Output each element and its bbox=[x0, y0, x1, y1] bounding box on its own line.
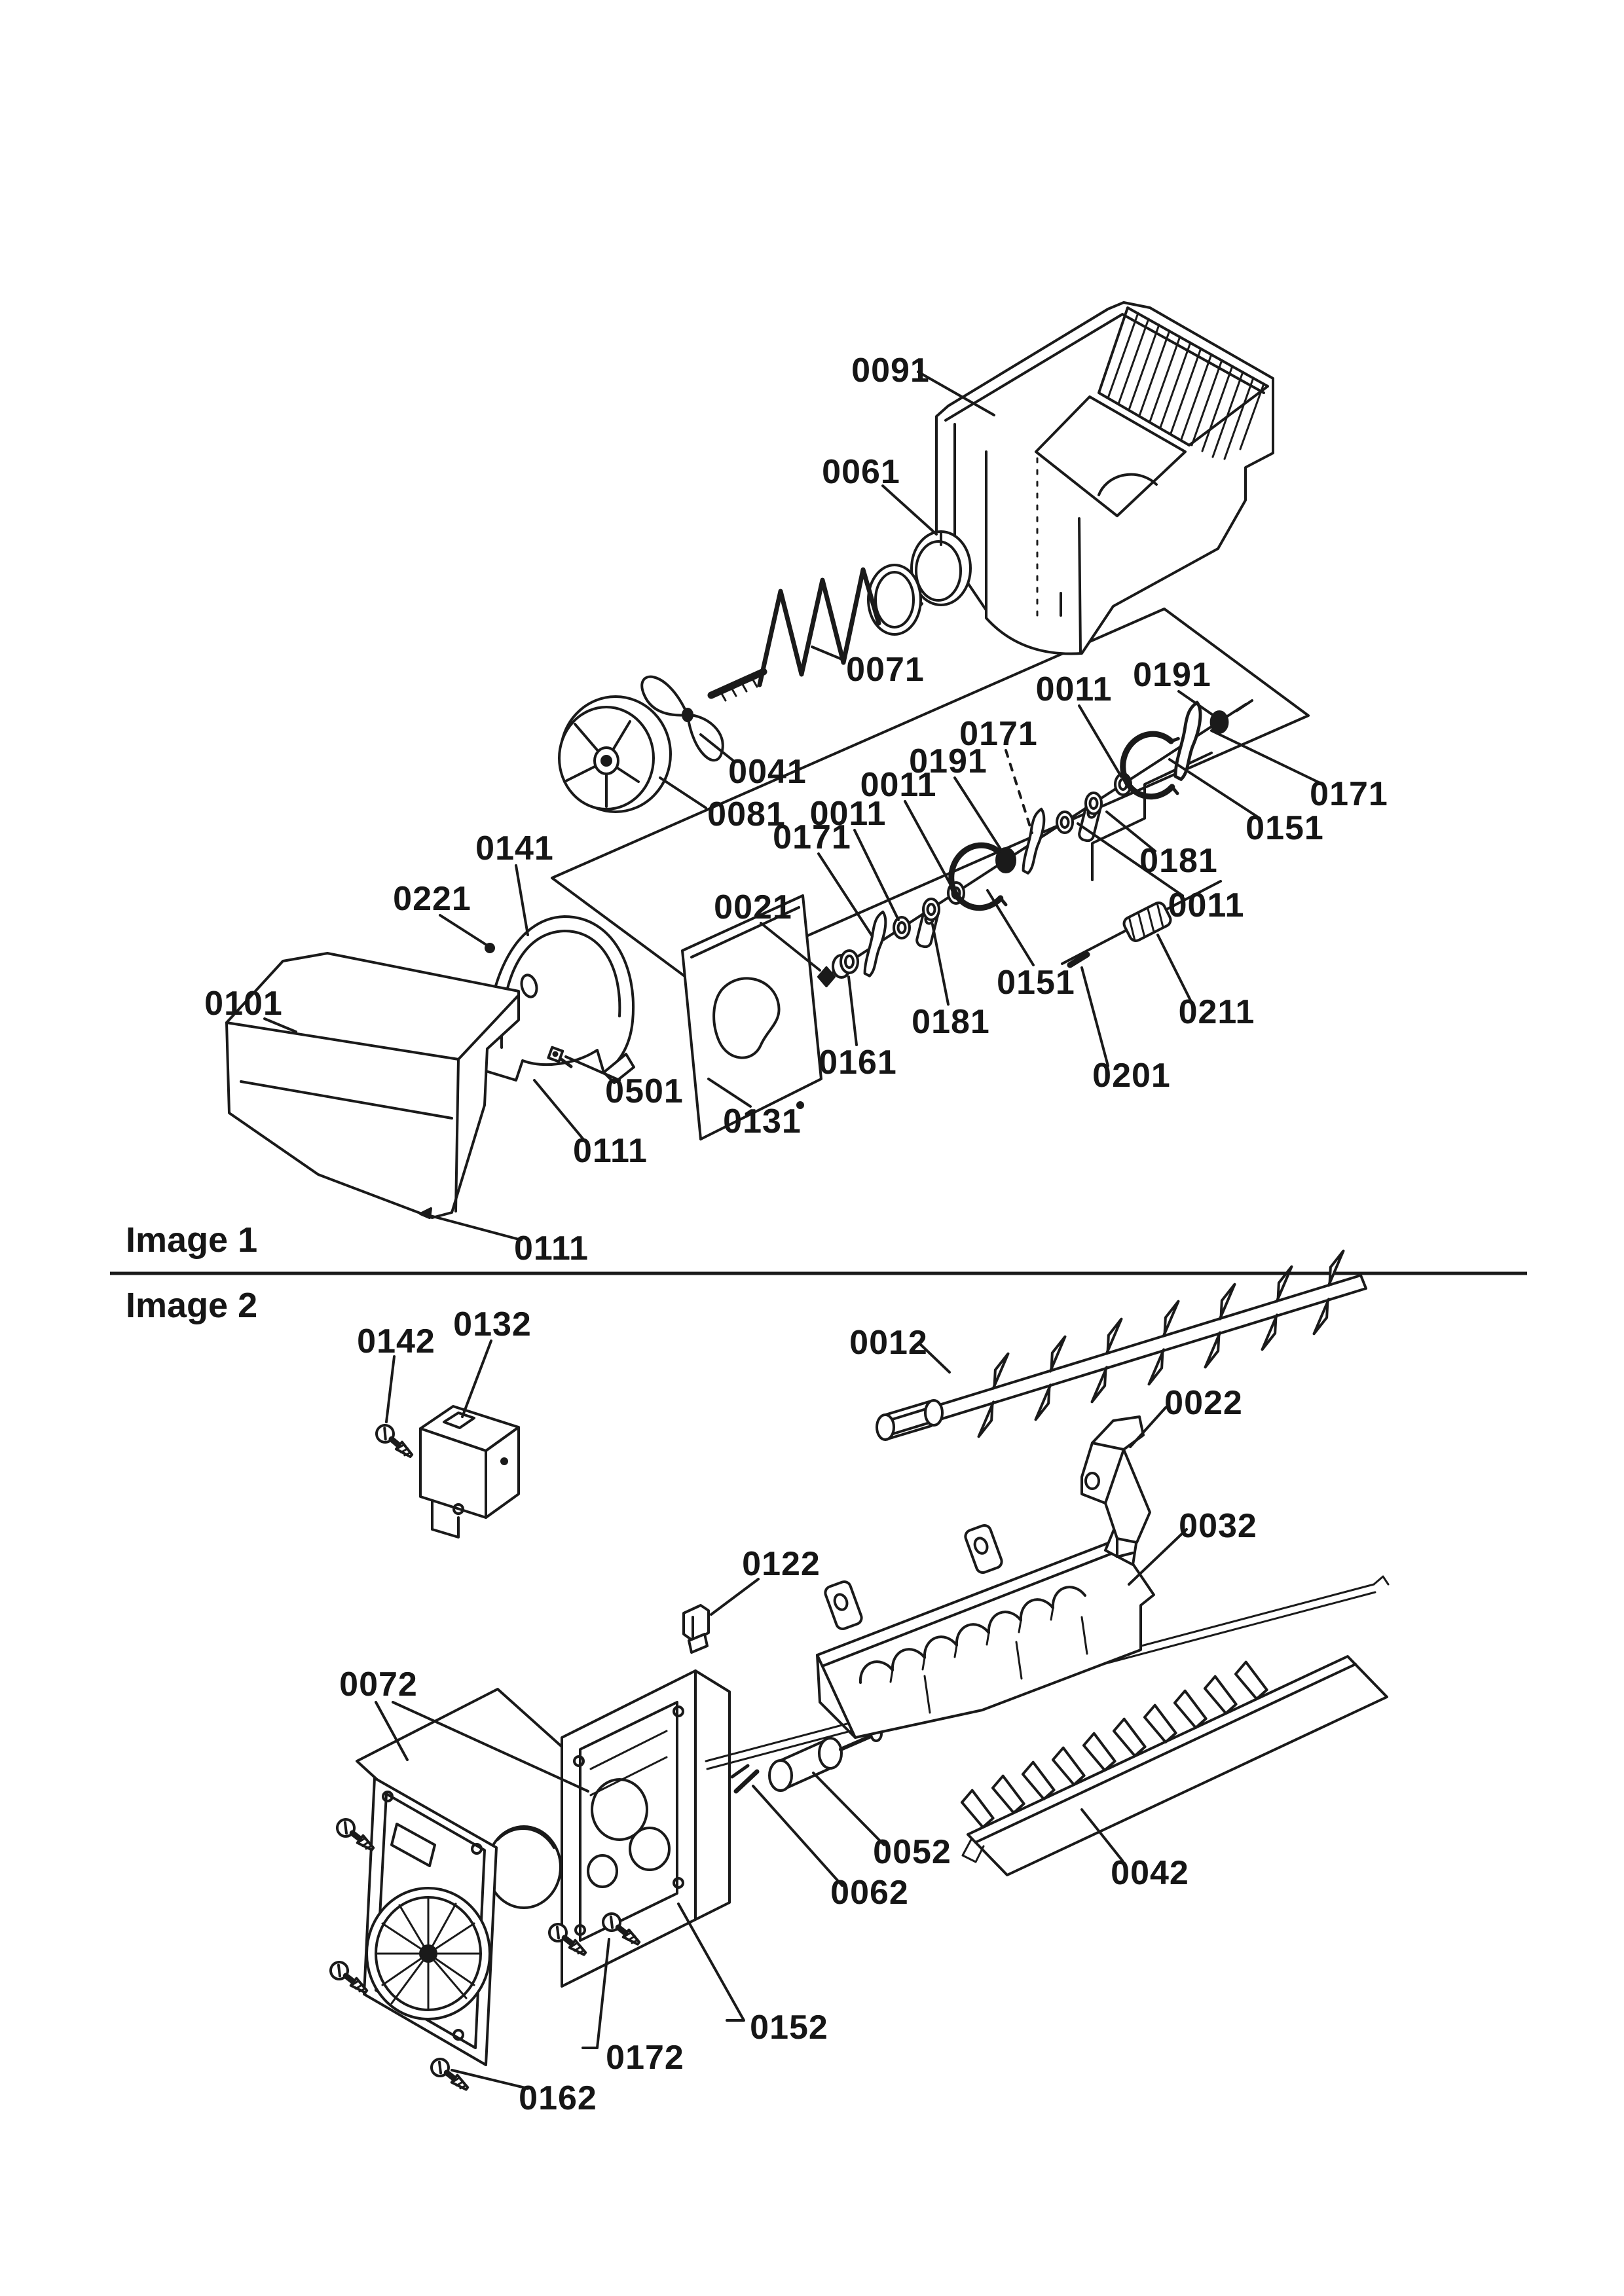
leader-0061 bbox=[883, 486, 936, 534]
part-label-0101: 0101 bbox=[204, 985, 283, 1023]
part-label-0081: 0081 bbox=[707, 795, 786, 833]
part-label-0062: 0062 bbox=[830, 1874, 909, 1912]
mounting-bracket-drawing bbox=[420, 1406, 519, 1537]
part-label-0211: 0211 bbox=[1178, 993, 1255, 1031]
leader-0011-c bbox=[905, 801, 951, 885]
motor-can-drawing bbox=[487, 1827, 561, 1908]
crusher-auger-drawing bbox=[877, 1251, 1366, 1440]
wire-clip-drawing bbox=[684, 1605, 709, 1652]
part-label-0132: 0132 bbox=[453, 1305, 532, 1343]
part-label-0141: 0141 bbox=[475, 829, 554, 867]
leader-0201 bbox=[1082, 968, 1108, 1066]
part-label-0151-b: 0151 bbox=[997, 964, 1075, 1002]
part-label-0122: 0122 bbox=[742, 1545, 821, 1583]
part-label-0012: 0012 bbox=[849, 1324, 928, 1362]
part-label-0201: 0201 bbox=[1092, 1057, 1171, 1095]
part-label-0052: 0052 bbox=[873, 1833, 951, 1871]
part-label-0151-a: 0151 bbox=[1246, 809, 1324, 847]
leader-0152 bbox=[678, 1904, 744, 2020]
part-label-0111-b: 0111 bbox=[514, 1230, 589, 1267]
leader-0181-b bbox=[932, 924, 948, 1004]
agitator-shaft-drawing bbox=[711, 672, 764, 701]
part-label-0111-a: 0111 bbox=[573, 1132, 648, 1170]
part-label-0142: 0142 bbox=[357, 1322, 435, 1360]
part-label-0172: 0172 bbox=[606, 2039, 684, 2077]
part-label-0041: 0041 bbox=[728, 753, 807, 791]
gearbox-frame-drawing bbox=[562, 1671, 729, 1986]
leader-0171-b bbox=[1006, 750, 1032, 833]
part-label-0071: 0071 bbox=[846, 651, 925, 689]
leader-0141 bbox=[516, 866, 528, 935]
leader-0151-b bbox=[987, 890, 1033, 965]
image1-caption: Image 1 bbox=[126, 1220, 258, 1260]
part-label-0032: 0032 bbox=[1179, 1507, 1257, 1545]
part-label-0191-a: 0191 bbox=[1133, 656, 1211, 694]
part-label-0042: 0042 bbox=[1111, 1854, 1189, 1892]
part-label-0021: 0021 bbox=[714, 888, 792, 926]
part-label-0181-b: 0181 bbox=[912, 1003, 990, 1041]
part-label-0091: 0091 bbox=[851, 352, 930, 390]
leader-0142 bbox=[386, 1357, 394, 1422]
part-label-0072: 0072 bbox=[339, 1666, 418, 1704]
part-label-0171-b: 0171 bbox=[959, 715, 1038, 753]
part-label-0221: 0221 bbox=[393, 880, 471, 918]
leader-0111-b bbox=[423, 1214, 521, 1240]
part-label-0011-b: 0011 bbox=[1168, 886, 1245, 924]
leader-0132 bbox=[462, 1341, 491, 1417]
leader-0122 bbox=[711, 1579, 758, 1614]
part-label-0152: 0152 bbox=[750, 2009, 828, 2047]
drive-wheel-drawing bbox=[559, 697, 671, 812]
retaining-ring-drawing bbox=[868, 565, 921, 634]
leader-0171-c bbox=[819, 854, 872, 936]
part-label-0162: 0162 bbox=[519, 2079, 597, 2117]
part-label-0131: 0131 bbox=[723, 1102, 802, 1140]
hex-screw-drawing bbox=[373, 1422, 417, 1463]
part-label-0022: 0022 bbox=[1164, 1384, 1243, 1422]
part-label-0181-a: 0181 bbox=[1139, 842, 1218, 880]
leader-0191-b bbox=[955, 778, 1002, 851]
ice-bucket-drawing bbox=[936, 302, 1273, 654]
leader-0062 bbox=[753, 1786, 842, 1886]
part-label-0501: 0501 bbox=[605, 1072, 684, 1110]
part-label-0011-c: 0011 bbox=[860, 766, 937, 804]
leader-0161 bbox=[849, 977, 857, 1045]
leader-0171-a bbox=[1211, 731, 1320, 783]
part-label-0011-a: 0011 bbox=[1035, 670, 1113, 708]
leader-0081 bbox=[660, 778, 706, 808]
leader-0011-a bbox=[1079, 706, 1121, 776]
leader-0221 bbox=[440, 915, 487, 945]
part-label-0171-c: 0171 bbox=[773, 818, 851, 856]
image2-caption: Image 2 bbox=[126, 1286, 258, 1325]
part-label-0171-a: 0171 bbox=[1310, 775, 1388, 813]
part-label-0191-b: 0191 bbox=[909, 742, 987, 780]
icemaker-mold-drawing bbox=[817, 1506, 1154, 1738]
part-label-0011-d: 0011 bbox=[809, 795, 887, 833]
part-label-0161: 0161 bbox=[819, 1044, 897, 1082]
part-label-0061: 0061 bbox=[822, 453, 900, 491]
